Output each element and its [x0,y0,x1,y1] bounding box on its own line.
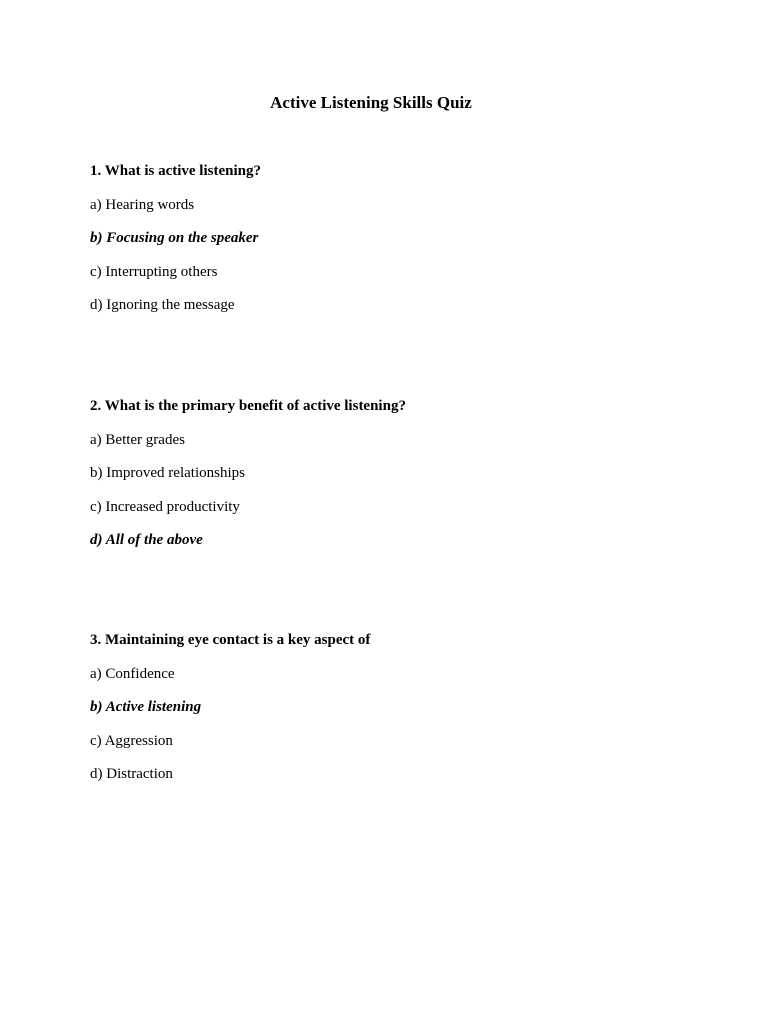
answer-option-correct: b) Focusing on the speaker [90,230,259,246]
answer-option: b) Improved relationships [90,465,245,481]
answer-option: c) Interrupting others [90,263,218,280]
answer-option: d) Distraction [90,766,173,782]
answer-option: a) Hearing words [90,196,195,213]
answer-option-correct: b) Active listening [90,699,202,715]
question-text: 2. What is the primary benefit of active listening? [90,398,406,414]
question-text: 1. What is active listening? [90,163,261,179]
answer-option: a) Better grades [90,431,185,448]
question-block-2 [90,396,710,564]
answer-option: a) Confidence [90,665,175,682]
question-block-3 [90,630,710,798]
question-text: 3. Maintaining eye contact is a key aspect of [90,632,371,648]
answer-option: d) Ignoring the message [90,297,235,313]
answer-option-correct: d) All of the above [90,532,203,548]
answer-option: c) Aggression [90,732,173,749]
question-block-1 [90,161,710,329]
quiz-title: Active Listening Skills Quiz [270,93,472,112]
answer-option: c) Increased productivity [90,498,240,515]
